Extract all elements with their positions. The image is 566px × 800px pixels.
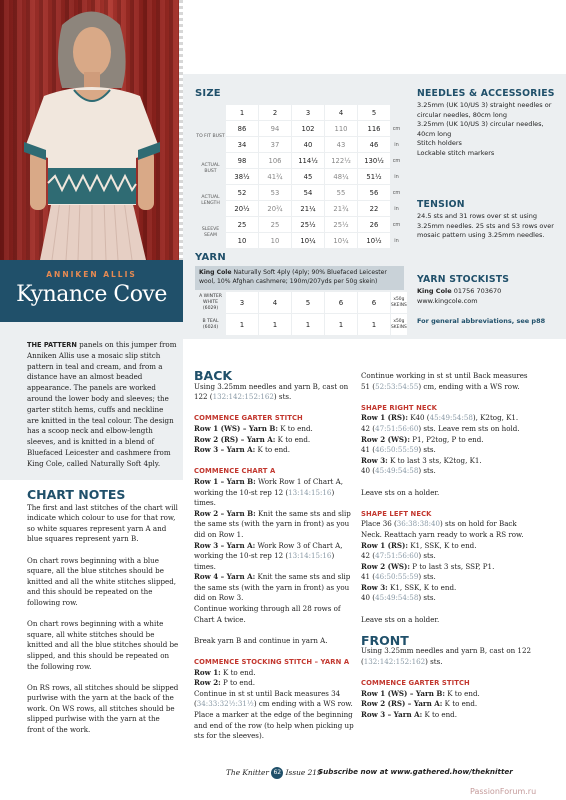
size-row: ACTUAL LENGTH 52 53 54 55 56 cm xyxy=(196,185,403,201)
back-section: BACK Using 3.25mm needles and yarn B, cast on 122 (132:142:152:162) sts. COMMENCE GARTER STITCH Row 1 (WS) – Yarn B: K to end. Row 2 (RS) – Yarn A: K to end. Row 3 – Yarn A: K to end. COMMENCE CHART A Row 1 – Yarn B: Work Row 1 of Chart A, working the 10-st rep 12 (13:14:15:16) times. Row 2 – Yarn B: Knit the same sts and slip the same sts (with the yarn in front) as you did on Row 1. Row 3 – Yarn A: Work Row 3 of Chart A, working the 10-st rep 12 (13:14:15:16) times. Row 4 – Yarn A: Knit the same sts and slip the same sts (with the yarn in front) as you did on Row 3. Continue working through all 28 rows of Chart A twice. Break yarn B and continue in yarn A. COMMENCE STOCKING STITCH – YARN A Row 1: K to end. Row 2: P to end. Continue in st st until Back measures 34 (34:33:32½:31½) cm ending with a WS row. Place a marker at the edge of the beginning and end of the row (to help when picking up sts for the sleeves). xyxy=(194,368,354,741)
size-row: TO FIT BUST 86 94 102 110 116 cm xyxy=(196,121,403,137)
stocking-subheading: COMMENCE STOCKING STITCH – YARN A xyxy=(194,658,350,667)
magazine-name: The Knitter xyxy=(226,768,269,777)
designer-name: ANNIKEN ALLIS xyxy=(46,270,137,279)
size-row: SLEEVE SEAM 25 25 25½ 25½ 26 cm xyxy=(196,217,403,233)
yarn-description: King Cole Naturally Soft 4ply (4ply; 90% Bluefaced Leicester wool, 10% Afghan cashmere; 190m/207yds per 50g skein) xyxy=(195,266,404,290)
yarn-row: B TEAL (6024) 1 1 1 1 1 x50g SKEINS xyxy=(196,314,408,336)
issue-number: Issue 219 xyxy=(283,768,322,777)
front-garter-subheading: COMMENCE GARTER STITCH xyxy=(361,679,470,688)
pattern-title: Kynance Cove xyxy=(16,282,167,307)
stockists-section: YARN STOCKISTS King Cole 01756 703670 www.kingcole.com For general abbreviations, see p88 xyxy=(417,275,557,327)
size-table: 1 2 3 4 5 TO FIT BUST 86 94 102 110 116 cm 34 37 40 43 46 in ACTUAL BUST 98 106 114½ 122½ 130½ cm 38½ 41¾ 45 48¼ 51½ in ACTUAL LENGTH 52 53 54 55 56 cm 20½ 20¾ 21¼ 21¾ 22 in SLEEVE SEAM 25 25 25½ 25½ 26 cm 10 10 10¼ 10¼ 10½ in xyxy=(195,104,403,249)
needles-section xyxy=(417,89,557,159)
chart-subheading: COMMENCE CHART A xyxy=(194,467,276,476)
stockists-heading: YARN STOCKISTS xyxy=(417,274,510,285)
stockist-link[interactable]: www.kingcole.com xyxy=(417,296,478,305)
right-neck-subheading: SHAPE RIGHT NECK xyxy=(361,403,438,412)
abbreviations-note: For general abbreviations, see p88 xyxy=(417,317,546,326)
size-heading: SIZE xyxy=(195,88,221,99)
left-neck-subheading: SHAPE LEFT NECK xyxy=(361,509,432,518)
tension-heading: TENSION xyxy=(417,199,465,210)
model-photo xyxy=(0,0,183,260)
garter-subheading: COMMENCE GARTER STITCH xyxy=(194,414,303,423)
tension-text: 24.5 sts and 31 rows over st st using 3.25mm needles. 25 sts and 53 rows over mosaic pattern using 3.25mm needles. xyxy=(417,212,554,240)
tension-section xyxy=(417,200,557,241)
chart-notes: CHART NOTES The first and last stitches of the chart will indicate which colour to use for that row, so white squares represent yarn A and blue squares represent yarn B. On chart rows beginning with a blue square, all the blue stitches should be knitted and all the white stitches slipped, and this should be repeated on the following row. On chart rows beginning with a white square, all white stitches should be knitted and all the blue stitches should be slipped, and this should be repeated on the following row. On RS rows, all stitches should be slipped purlwise with the yarn at the back of the work. On WS rows, all stitches should be slipped purlwise with the yarn at the front of the work. xyxy=(27,487,179,735)
intro-paragraph: THE PATTERN panels on this jumper from Anniken Allis use a mosaic slip stitch pattern in teal and cream, and from a distance have an almost beaded appearance. The panels are worked around the lower body and sleeves; the garter stitch hems, cuffs and neckline are knitted in the teal colour. The design has a scoop neck and elbow-length sleeves, and is knitted in a blend of Bluefaced Leicester and cashmere from King Cole, called Naturally Soft 4ply. xyxy=(27,340,177,468)
model-illustration xyxy=(0,0,183,260)
intro-lead: THE PATTERN xyxy=(27,341,77,349)
needles-heading: NEEDLES & ACCESSORIES xyxy=(417,88,555,99)
size-row: ACTUAL BUST 98 106 114½ 122½ 130½ cm xyxy=(196,153,403,169)
needles-list: 3.25mm (UK 10/US 3) straight needles or circular needles, 80cm long 3.25mm (UK 10/US 3) circular needles, 40cm long Stitch holders Lockable stitch markers xyxy=(417,101,552,157)
front-heading: FRONT xyxy=(361,632,409,648)
page-number: 62 xyxy=(271,767,283,779)
neck-front-section: Continue working in st st until Back measures 51 (52:53:54:55) cm, ending with a WS row. SHAPE RIGHT NECK Row 1 (RS): K40 (45:49:54:58), K2tog, K1. 42 (47:51:56:60) sts. Leave rem sts on hold. Row 2 (WS): P1, P2tog, P to end. 41 (46:50:55:59) sts. Row 3: K to last 3 sts, K2tog, K1. 40 (45:49:54:58) sts. Leave sts on a holder. SHAPE LEFT NECK Place 36 (36:38:38:40) sts on hold for Back Neck. Reattach yarn ready to work a RS row. Row 1 (RS): K1, SSK, K to end. 42 (47:51:56:60) sts. Row 2 (WS): P to last 3 sts, SSP, P1. 41 (46:50:55:59) sts. Row 3: K1, SSK, K to end. 40 (45:49:54:58) sts. Leave sts on a holder. FRONT Using 3.25mm needles and yarn B, cast on 122 (132:142:152:162) sts. COMMENCE GARTER STITCH Row 1 (WS) – Yarn B: K to end. Row 2 (RS) – Yarn A: K to end. Row 3 – Yarn A: K to end. xyxy=(361,371,531,719)
yarn-table xyxy=(195,291,408,336)
chart-notes-heading: CHART NOTES xyxy=(27,487,126,502)
watermark: PassionForum.ru xyxy=(470,787,537,796)
yarn-heading: YARN xyxy=(195,252,226,263)
subscribe-link[interactable]: Subscribe now at www.gathered.how/theknitter xyxy=(318,767,513,776)
back-heading: BACK xyxy=(194,368,233,383)
yarn-row: A WINTER WHITE (6029) 3 4 5 6 6 x50g SKEINS xyxy=(196,292,408,314)
